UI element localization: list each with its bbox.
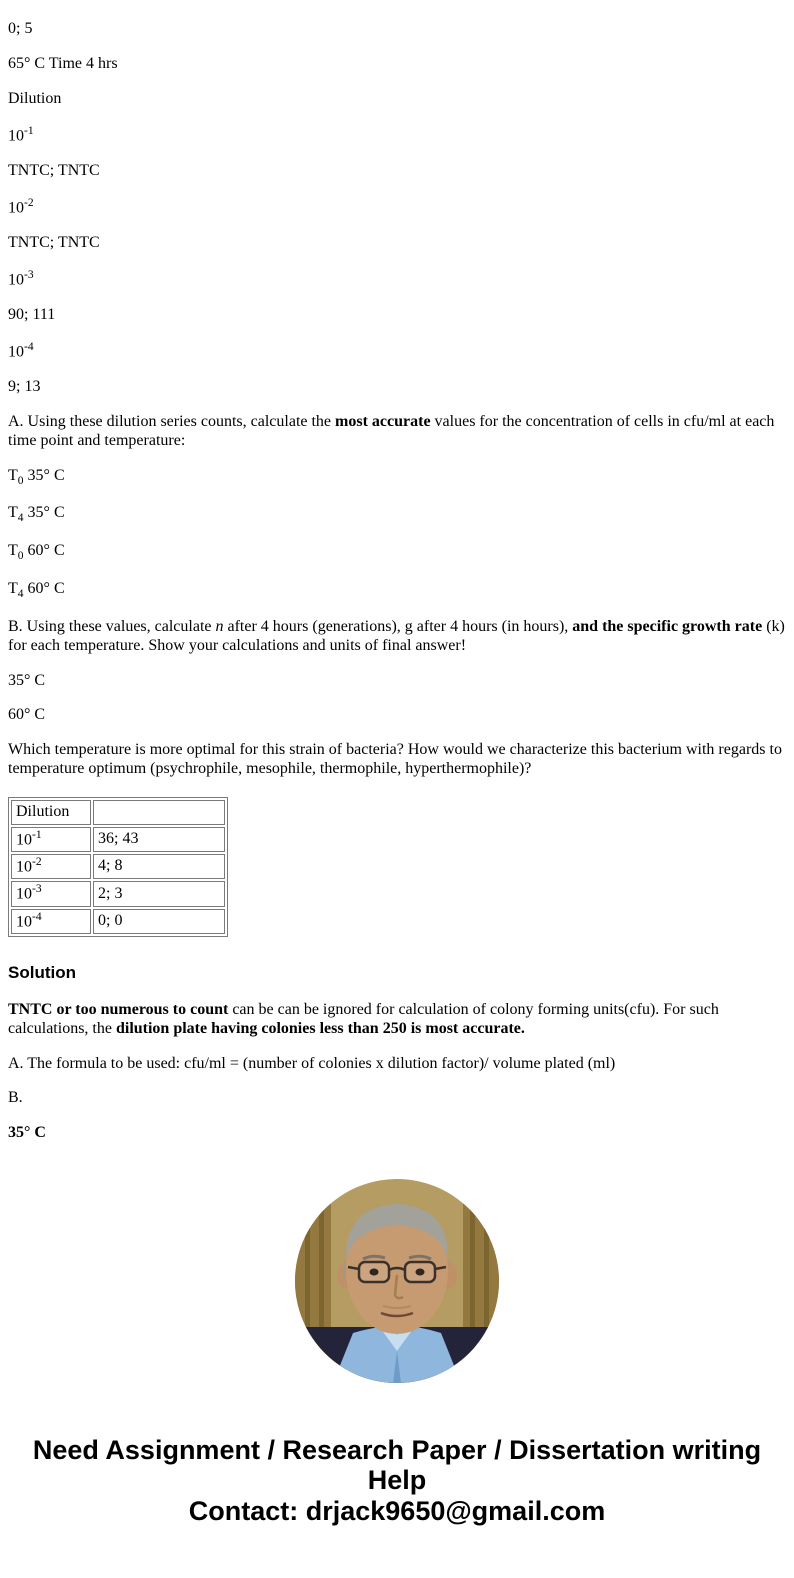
dilution-exponent: -4 (24, 340, 34, 353)
formula-line: A. The formula to be used: cfu/ml = (number of colonies x dilution factor)/ volume plated (ml) (8, 1054, 616, 1072)
dilution-label: Dilution (8, 89, 62, 107)
solution-bold-tntc: TNTC or too numerous to count (8, 1000, 229, 1018)
dilution-base: 10 (16, 885, 32, 903)
dilution-table (8, 797, 228, 937)
timepoint-base: T (8, 542, 18, 560)
timepoint-temp: 35° C (23, 504, 65, 522)
solution-bold-accurate: dilution plate having colonies less than 250 is most accurate. (115, 1019, 525, 1037)
colony-count-3: 90; 111 (8, 305, 56, 323)
temp-60-line: 60° C (8, 706, 46, 724)
dilution-level-3 (8, 269, 786, 290)
dilution-level-1 (8, 125, 786, 146)
dilution-base: 10 (8, 126, 24, 144)
count-line-prev: 0; 5 (8, 20, 33, 37)
dilution-exponent: -2 (32, 856, 42, 869)
dilution-base: 10 (8, 199, 24, 217)
timepoint-base: T (8, 466, 18, 484)
table-row (11, 881, 225, 906)
question-b (8, 618, 786, 656)
solution-temp-35: 35° C (8, 1124, 46, 1142)
solution-text: can be can be ignored for calculation of colony forming units(cfu). For such calculations, the (8, 1000, 719, 1037)
dilution-exponent: -3 (24, 268, 34, 281)
timepoint-sub: 0 (17, 474, 24, 487)
table-cell-dilution (11, 909, 91, 934)
dilution-level-4 (8, 341, 786, 362)
timepoint-t0-60 (8, 542, 786, 564)
question-b-text: after 4 hours (generations), g after 4 hours (in hours), (223, 617, 573, 635)
table-cell-dilution (11, 881, 91, 906)
promo-footer (8, 1435, 786, 1554)
dilution-base: 10 (16, 858, 32, 876)
dilution-level-2 (8, 197, 786, 218)
table-cell-count: 4; 8 (93, 854, 225, 879)
timepoint-t4-35 (8, 504, 786, 526)
timepoint-sub: 4 (17, 588, 24, 601)
dilution-base: 10 (16, 831, 32, 849)
dilution-exponent: -1 (32, 829, 42, 841)
timepoint-temp: 60° C (23, 542, 65, 560)
temp-time-line: 65° C Time 4 hrs (8, 54, 118, 72)
dilution-exponent: -1 (24, 124, 34, 137)
dilution-exponent: -4 (32, 910, 42, 923)
table-row (11, 909, 225, 934)
temp-35-line: 35° C (8, 671, 46, 689)
timepoint-sub: 0 (17, 550, 24, 563)
table-cell-count: 2; 3 (93, 881, 225, 906)
table-row (11, 827, 225, 852)
table-cell-count: 0; 0 (93, 909, 225, 934)
solution-heading: Solution (8, 962, 76, 982)
question-b-text: B. Using these values, calculate (8, 617, 216, 635)
question-b-italic-n: n (215, 617, 224, 635)
question-c: Which temperature is more optimal for this strain of bacteria? How would we characterize this bacterium with regards to temperature optimum (psychrophile, mesophile, thermophile, hyperthermophile)? (8, 741, 782, 778)
question-b-text: (k) for each temperature. Show your calculations and units of final answer! (8, 617, 785, 654)
colony-count-2: TNTC; TNTC (8, 233, 100, 251)
timepoint-base: T (8, 579, 18, 597)
question-a (8, 413, 786, 451)
question-a-text: A. Using these dilution series counts, calculate the (8, 412, 336, 430)
section-b-label: B. (8, 1089, 23, 1107)
promo-help-text: Need Assignment / Research Paper / Dissertation writing Help (32, 1435, 762, 1496)
colony-count-4: 9; 13 (8, 378, 41, 396)
timepoint-t0-35 (8, 467, 786, 489)
timepoint-temp: 60° C (23, 579, 65, 597)
tutor-photo (295, 1179, 499, 1383)
table-header-dilution: Dilution (11, 800, 91, 825)
question-a-text: values for the concentration of cells in cfu/ml at each time point and temperature: (8, 412, 775, 449)
table-header-row (11, 800, 225, 825)
timepoint-temp: 35° C (23, 466, 65, 484)
table-cell-count: 36; 43 (93, 827, 225, 852)
dilution-base: 10 (16, 912, 32, 930)
tutor-photo-container (8, 1179, 786, 1383)
colony-count-1: TNTC; TNTC (8, 161, 100, 179)
dilution-exponent: -3 (32, 883, 42, 896)
timepoint-t4-60 (8, 580, 786, 602)
table-cell-dilution (11, 854, 91, 879)
dilution-base: 10 (8, 271, 24, 289)
table-cell-dilution (11, 827, 91, 852)
tutor-photo-illustration (295, 1179, 499, 1383)
promo-contact-email: Contact: drjack9650@gmail.com (188, 1495, 606, 1526)
solution-paragraph (8, 1001, 786, 1039)
question-a-bold: most accurate (335, 412, 431, 430)
table-row (11, 854, 225, 879)
dilution-exponent: -2 (24, 196, 34, 209)
timepoint-base: T (8, 504, 18, 522)
table-header-empty (93, 800, 225, 825)
timepoint-sub: 4 (17, 512, 24, 525)
dilution-base: 10 (8, 343, 24, 361)
question-b-bold: and the specific growth rate (572, 617, 763, 635)
